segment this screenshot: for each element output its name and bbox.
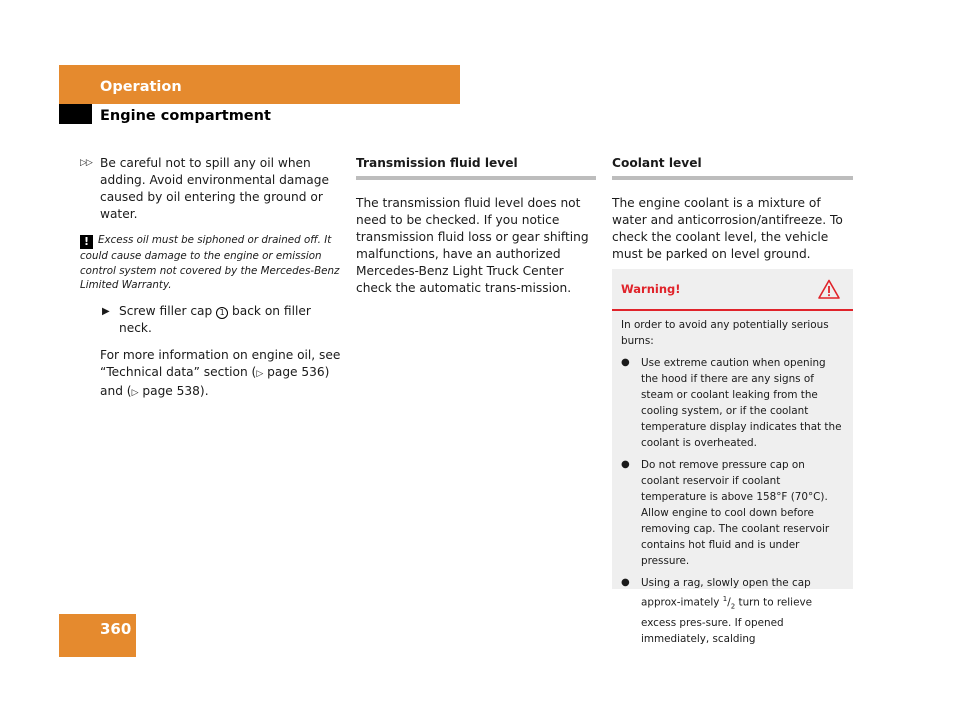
subsection-title: Engine compartment <box>100 108 271 124</box>
warning-label: Warning! <box>621 282 681 296</box>
fraction-denominator: 2 <box>730 602 736 611</box>
warning-item-text-end: turn to relieve excess pres-sure. If opened immediately, scalding <box>641 596 813 645</box>
step-arrow-icon: ▶ <box>102 305 110 317</box>
header-marker-block <box>59 104 92 124</box>
page-ref-538[interactable]: page 538). <box>138 383 209 398</box>
warning-triangle-icon <box>818 279 840 299</box>
column-oil <box>80 155 342 402</box>
more-info-text: For more information on engine oil, see “Technical data” section ( <box>100 347 341 379</box>
bullet-icon: ● <box>621 577 630 588</box>
warning-item-text: Use extreme caution when opening the hood if there are any signs of steam or coolant leaking from the cooling system, or if the coolant temperature display indicates that the coolant is overheated. <box>641 357 842 449</box>
section-title: Operation <box>100 79 182 95</box>
bullet-icon: ● <box>621 459 630 470</box>
continued-marker-icon: ▷▷ <box>80 158 92 168</box>
warning-header <box>612 269 853 311</box>
page-pointer-icon: ▷ <box>131 387 139 398</box>
page-ref-536[interactable]: page 536) and ( <box>100 364 330 398</box>
callout-number-icon: 1 <box>216 307 228 319</box>
column-transmission <box>356 155 596 297</box>
fraction-numerator: 1 <box>722 595 728 603</box>
warning-item-text: Using a rag, slowly open the cap approx-imately <box>641 577 811 609</box>
oil-intro-text: Be careful not to spill any oil when adding. Avoid environmental damage caused by oil entering the ground or water. <box>100 156 329 221</box>
exclamation-icon: ! <box>80 235 93 249</box>
transmission-body: The transmission fluid level does not need to be checked. If you notice transmission fluid loss or gear shifting malfunctions, have an authorized Mercedes-Benz Light Truck Center check the automatic trans-mission. <box>356 196 589 295</box>
continued-paragraph <box>80 155 342 223</box>
transmission-heading: Transmission fluid level <box>356 155 596 180</box>
page-pointer-icon: ▷ <box>256 368 264 379</box>
column-coolant <box>612 155 853 263</box>
bullet-icon: ● <box>621 357 630 368</box>
warning-intro: In order to avoid any potentially serious burns: <box>621 319 829 347</box>
note-text: Excess oil must be siphoned or drained off. It could cause damage to the engine or emission control system not covered by the Mercedes-Benz Limited Warranty. <box>80 234 340 291</box>
page-number: 360 <box>100 620 132 638</box>
warning-item <box>621 457 845 569</box>
step-text-before: Screw filler cap <box>119 303 217 318</box>
coolant-heading: Coolant level <box>612 155 853 180</box>
note-box <box>80 233 342 293</box>
coolant-body: The engine coolant is a mixture of water and anticorrosion/antifreeze. To check the coolant level, the vehicle must be parked on level ground. <box>612 196 843 261</box>
step-item <box>80 303 342 337</box>
step-text-after: back on filler neck. <box>119 303 311 335</box>
warning-text <box>612 311 853 647</box>
warning-item-text: Do not remove pressure cap on coolant reservoir if coolant temperature is above 158°F (70°C). Allow engine to cool down before removing cap. The coolant reservoir contains hot fluid and is under pressure. <box>641 459 830 567</box>
warning-item <box>621 575 845 647</box>
warning-item <box>621 355 845 451</box>
more-info-paragraph <box>80 347 342 402</box>
fraction-slash: / <box>727 596 731 609</box>
warning-box <box>612 269 853 645</box>
